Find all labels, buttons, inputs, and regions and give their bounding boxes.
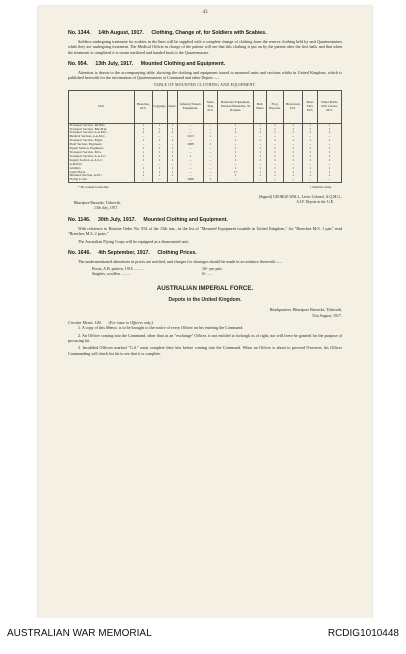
table-cell: ... [178, 174, 204, 178]
table-cell: ... [283, 163, 302, 167]
table-cell: 1 [167, 167, 177, 171]
table-cell: 1 [317, 147, 341, 151]
table-cell: ... [218, 178, 254, 182]
unit-name-cell: Flying Corps [69, 178, 135, 182]
table-cell: 1 [317, 174, 341, 178]
price-item-label: Boots, A.B. pattern, 1916 .......... [92, 266, 144, 272]
unit-name-cell: A.H.O.D. [69, 163, 135, 167]
table-cell: ... [203, 155, 217, 159]
unit-name-cell: Signal Section, Engineers [69, 147, 135, 151]
table-cell: 1 [218, 159, 254, 163]
price-item-label: Singlets, woollen .......... [92, 271, 131, 277]
unit-name-cell: Field Section, Engineers [69, 143, 135, 147]
table-cell: 1 [152, 159, 167, 163]
footer-record-id: RCDIG1010448 [327, 628, 399, 639]
table-cell: 1 [152, 131, 167, 135]
table-cell: ... [218, 135, 254, 139]
memo-label: Circular Memo. 140. [68, 320, 102, 325]
table-cell: 1 [167, 159, 177, 163]
table-cell: ... [203, 159, 217, 163]
table-cell: 1 [317, 171, 341, 175]
signature-line: (Signed) GEORGE WALL, Lieut.-Colonel, A.Q.M.G., [258, 194, 342, 199]
issue-date: 13th July, 1917. [94, 205, 119, 210]
table-cell: ... [167, 135, 177, 139]
table-cell: 1 [152, 155, 167, 159]
table-cell: 1 [167, 147, 177, 151]
column-header: Breeches, M.S. [135, 90, 153, 123]
table-cell: 1 [135, 159, 153, 163]
table-cell: 1 [152, 123, 167, 127]
table-cell: ... [254, 163, 267, 167]
order-title: Mounted Clothing and Equipment. [140, 61, 226, 68]
table-cell: 1 [283, 123, 302, 127]
table-cell: 1 [152, 151, 167, 155]
table-cell: 1 [267, 155, 284, 159]
order-title: Clothing, Change of, for Soldiers with Scabies. [151, 30, 267, 36]
unit-name-cell: Mounted Section, A.P.C. [69, 174, 135, 178]
order-1344-heading [68, 30, 342, 37]
footnote: † Dismtd. units. [309, 185, 332, 190]
table-cell: ... [178, 159, 204, 163]
table-cell: 1 [152, 167, 167, 171]
table-cell: 1 [135, 123, 153, 127]
order-number: No. 1646. [68, 249, 91, 256]
table-cell: ... [152, 143, 167, 147]
table-cell: 1 [303, 147, 318, 151]
order-title: Clothing Prices. [157, 249, 197, 256]
order-date: 30th July, 1917. [97, 216, 136, 223]
issue-place: Bhurtpore Barracks, Tidworth, [74, 200, 121, 205]
table-cell: 1 [303, 155, 318, 159]
table-cell: 1 [283, 155, 302, 159]
table-cell: ... [267, 143, 284, 147]
table-cell: ... [317, 143, 341, 147]
table-cell: ... [203, 128, 217, 132]
page-content [68, 24, 342, 358]
table-cell: ... [178, 171, 204, 175]
table-cell: ... [283, 135, 302, 139]
column-header: Unit. [69, 90, 135, 123]
table-cell: ... [203, 131, 217, 135]
table-cell: 1 [317, 159, 341, 163]
table-cell: 1 [283, 151, 302, 155]
table-cell: ... [167, 143, 177, 147]
table-cell: 1 [254, 155, 267, 159]
table-cell: 1 [317, 167, 341, 171]
table-cell: 1 [254, 167, 267, 171]
price-item-value: 16/- per pair. [202, 266, 223, 272]
table-cell: ... [178, 128, 204, 132]
table-cell: 1 [303, 139, 318, 143]
table-cell: 1 [218, 167, 254, 171]
table-cell: 1 [218, 174, 254, 178]
table-body [69, 123, 342, 183]
order-date: 13th July, 1917. [95, 61, 134, 68]
table-cell: 1 [218, 128, 254, 132]
table-cell: 1 [218, 147, 254, 151]
table-cell: ... [178, 163, 204, 167]
order-1646-body: The undermentioned alterations in prices are notified, and charges for shortages should be made in accordance therewith :— [78, 258, 282, 264]
table-cell: 1 [218, 151, 254, 155]
table-cell: ... [203, 147, 217, 151]
unit-name-cell: Artillery [69, 167, 135, 171]
table-cell: 1 [283, 167, 302, 171]
memo-item: 2. An Officer coming into the Command, other than as an "exchange" Officer, is not entitled to furlough as of right, nor will leave be granted for the purpose of procuring kit. [68, 332, 342, 344]
footnote: * 90 rounds bandolier. [78, 185, 110, 190]
table-cell: 1 [254, 159, 267, 163]
table-cell: 1 [317, 123, 341, 127]
memo-date: 31st August, 1917. [311, 312, 342, 318]
table-cell: 1 [283, 174, 302, 178]
table-cell: ... [317, 135, 341, 139]
table-cell: 1 [303, 174, 318, 178]
table-cell: 1 [267, 174, 284, 178]
force-title: AUSTRALIAN IMPERIAL FORCE. [156, 284, 254, 292]
table-cell: 1 [203, 143, 217, 147]
unit-name-cell: Transport Section, A.A.S.C. [69, 155, 135, 159]
table-cell: 1 [303, 128, 318, 132]
table-cell: 1 [267, 167, 284, 171]
table-header-row [69, 90, 342, 123]
column-header: Bandolier Equipment, Patterns Bandolier, 50 Rounds. [218, 90, 254, 123]
table-cell: 1 [135, 139, 153, 143]
table-cell: 1 [254, 139, 267, 143]
column-header: Water Bottle with Carrier, M.S. [317, 90, 341, 123]
column-header: Spurs. [167, 90, 177, 123]
footer-institution: AUSTRALIAN WAR MEMORIAL [7, 628, 152, 639]
table-cell: ... [152, 178, 167, 182]
page-number: 43 [202, 10, 208, 15]
order-number: No. 954. [68, 61, 88, 68]
table-cell: ... [178, 131, 204, 135]
table-cell: ... [203, 123, 217, 127]
table-cell: 1 [152, 128, 167, 132]
column-header: Mess Tins, M.S. [303, 90, 318, 123]
table-cell: 1 [218, 123, 254, 127]
order-1344-body: Soldiers undergoing treatment for scabies in the lines will be supplied with a complete change of clothing from the reserve clothing held by unit Quartermasters while they are undergoing treatment. The Medical Officer in charge of the patient will see that this clothing is put on by the patient after the first bath, and that when the treatment is completed it is steam sterilized and handed back to the Quartermaster. [68, 38, 342, 55]
price-item-value: 6/- ..... [202, 271, 213, 277]
table-cell: ... [218, 143, 254, 147]
table-cell: 1 [152, 174, 167, 178]
table-cell: ... [152, 135, 167, 139]
order-title: Mounted Clothing and Equipment. [143, 216, 228, 223]
order-954-heading [68, 61, 342, 68]
table-cell: ... [135, 178, 153, 182]
table-cell: 1 [303, 131, 318, 135]
table-cell: ... [203, 151, 217, 155]
table-cell: 1 [283, 147, 302, 151]
table-cell: 1 [135, 128, 153, 132]
table-cell: 1 [152, 147, 167, 151]
column-header: Leggings. [152, 90, 167, 123]
table-cell: 1 [254, 151, 267, 155]
table-cell: ... [317, 163, 341, 167]
table-cell: ... [267, 178, 284, 182]
table-cell: 1 [135, 155, 153, 159]
table-cell: 1 [135, 151, 153, 155]
table-cell: 1 [317, 139, 341, 143]
table-cell: 1 [135, 147, 153, 151]
table-cell: ... [254, 178, 267, 182]
table-cell: 1908 [178, 143, 204, 147]
table-cell: 1 [317, 155, 341, 159]
table-row [69, 178, 342, 182]
order-date: 14th August, 1917. [98, 30, 144, 36]
memo-item: 3. Invalided Officers marked "G.S." must complete their kits before coming into the Command. When an Officer is about to proceed Overseas, his Officer Commanding will check his kit to see that it is complete. [68, 345, 342, 356]
table-cell: ... [135, 143, 153, 147]
memo-item: 1. A copy of this Memo. is to be brought to the notice of every Officer on his entering the Command. [78, 325, 244, 331]
column-header: Mess Tins, D.S. [203, 90, 217, 123]
price-list [92, 266, 342, 277]
table-cell: ... [303, 135, 318, 139]
table-cell: 1908 [178, 178, 204, 182]
table-cell: ... [203, 167, 217, 171]
document-page [38, 6, 372, 618]
table-cell: 1 [283, 171, 302, 175]
table-cell: 1 [283, 131, 302, 135]
unit-name-cell: Transport Section, A.A.M.C. [69, 131, 135, 135]
table-cell: 1 [135, 131, 153, 135]
table-cell: ... [303, 178, 318, 182]
table-cell: ... [135, 163, 153, 167]
column-header: Infantry Pattern Equipment. [178, 90, 204, 123]
table-cell: 1 [167, 155, 177, 159]
table-cell: 1 [167, 174, 177, 178]
table-cell: 1 [317, 128, 341, 132]
table-cell: 1 [267, 159, 284, 163]
table-cell: 1 [135, 167, 153, 171]
table-cell: 1 [254, 128, 267, 132]
table-cell: 1 [203, 135, 217, 139]
table-cell: ... [283, 143, 302, 147]
table-cell: 1 [167, 171, 177, 175]
table-cell: 1 [303, 123, 318, 127]
table-cell: 1 [303, 167, 318, 171]
table-cell: ... [267, 135, 284, 139]
order-954-body: Attention is drawn to the accompanying table, showing the clothing and equipment issued to mounted units and sections whilst in United Kingdom, which is published herewith for the information of Quartermasters at Command and other Depots :— [68, 69, 342, 81]
table-cell: ... [254, 135, 267, 139]
table-cell: ... [152, 163, 167, 167]
table-cell: ... [283, 178, 302, 182]
table-cell: 1 [167, 151, 177, 155]
column-header: Haversack, D.S. [283, 90, 302, 123]
table-cell: 1 [283, 128, 302, 132]
table-cell: ... [135, 135, 153, 139]
table-cell: 1 [218, 155, 254, 159]
table-cell: 1* [218, 171, 254, 175]
table-cell: 1 [303, 151, 318, 155]
table-cell: 1 [167, 139, 177, 143]
depots-title: Depots in the United Kingdom. [168, 296, 242, 303]
column-header: Belt, Waist. [254, 90, 267, 123]
table-cell: 1 [267, 131, 284, 135]
archive-footer [0, 618, 406, 654]
table-cell: 1 [267, 139, 284, 143]
table-cell: 1 [267, 123, 284, 127]
table-cell: 1 [317, 131, 341, 135]
table-cell: 1 [218, 139, 254, 143]
table-cell: 1 [152, 171, 167, 175]
table-cell: 1 [303, 171, 318, 175]
table-cell: ... [203, 171, 217, 175]
signature-title: A.I.F. Depots in the U.K. [296, 199, 334, 204]
table-cell: ... [218, 163, 254, 167]
table-cell: ... [317, 178, 341, 182]
table-cell: 1 [254, 147, 267, 151]
table-cell: ... [303, 143, 318, 147]
table-cell: ... [203, 163, 217, 167]
order-1146-heading [68, 217, 342, 224]
table-cell: ... [267, 163, 284, 167]
table-cell: 1 [254, 131, 267, 135]
unit-name-cell: Transport Section, Inf.Bde. [69, 123, 135, 127]
table-cell: 1 [178, 155, 204, 159]
memo-note: (For issue to Officers only.) [108, 320, 153, 325]
price-item [92, 271, 342, 276]
table-title: TABLE OF MOUNTED CLOTHING AND EQUIPMENT. [153, 82, 257, 87]
table-cell: 1 [203, 178, 217, 182]
table-cell: 1913 [178, 135, 204, 139]
unit-name-cell: Transport Section, Engrs. [69, 139, 135, 143]
table-cell: 1 [254, 123, 267, 127]
table-cell: 1 [218, 131, 254, 135]
order-number: No. 1146. [68, 216, 91, 223]
table-cell: ... [303, 163, 318, 167]
table-cell: 1 [152, 139, 167, 143]
table-cell: ... [167, 178, 177, 182]
table-cell: 1 [167, 123, 177, 127]
table-cell: 1 [317, 151, 341, 155]
headquarters-line: Headquarters, Bhurtpore Barracks, Tidworth, [269, 307, 342, 313]
table-cell: ... [178, 147, 204, 151]
table-cell: ... [167, 163, 177, 167]
table-cell: 1 [167, 131, 177, 135]
table-cell: 1 [167, 128, 177, 132]
table-cell: 1 [254, 171, 267, 175]
mounted-equipment-table [68, 90, 342, 184]
table-cell: 1 [135, 171, 153, 175]
table-cell: 1 [267, 147, 284, 151]
order-1146-body-2: The Australian Flying Corps will be equipped as a dismounted unit. [78, 238, 189, 244]
table-cell: 1 [267, 171, 284, 175]
unit-name-cell: Transport Section, M.G. [69, 151, 135, 155]
table-cell: 1 [267, 128, 284, 132]
table-cell: 1 [254, 174, 267, 178]
order-1646-heading [68, 250, 342, 257]
table-cell: ... [203, 174, 217, 178]
table-cell: ... [254, 143, 267, 147]
unit-name-cell: Transport Section, Bde.H.Q. [69, 128, 135, 132]
table-cell: ... [178, 167, 204, 171]
table-cell: ... [178, 139, 204, 143]
table-cell: ... [203, 139, 217, 143]
column-header: Frog, Bayonet. [267, 90, 284, 123]
order-1146-body: With reference to Routine Order No. 954 of the 13th inst., in the list of "Mounted Equipment issuable in United Kingdom," for "Breeches M.S. 1 pair" read "Breeches M.S. 2 pairs." [68, 225, 342, 237]
table-cell: 1 [283, 159, 302, 163]
table-cell: 1 [267, 151, 284, 155]
table-cell: 1 [283, 139, 302, 143]
order-date: 4th September, 1917. [98, 249, 150, 256]
unit-name-cell: Supply Section, A.A.S.C. [69, 159, 135, 163]
unit-name-cell: Medical Section, A.A.M.C. [69, 135, 135, 139]
table-cell: 1 [303, 159, 318, 163]
table-cell: ... [178, 151, 204, 155]
unit-name-cell: Light Horse [69, 171, 135, 175]
order-number: No. 1344. [68, 30, 91, 36]
table-cell: 1 [135, 174, 153, 178]
table-cell: ... [178, 123, 204, 127]
table-footnotes [78, 185, 332, 190]
